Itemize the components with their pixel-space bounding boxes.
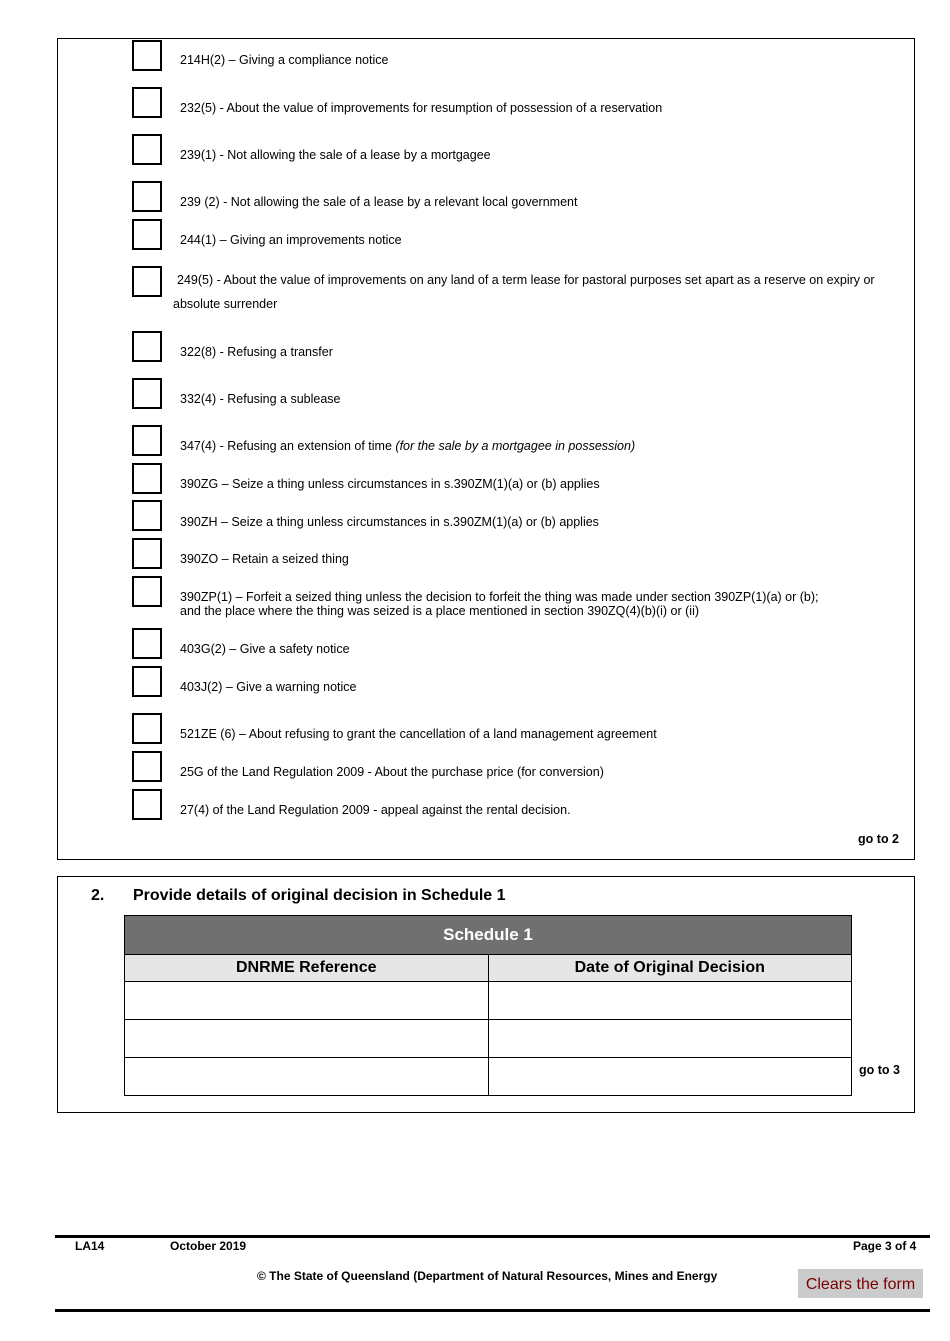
section-1-decision-list (57, 38, 915, 860)
dnrme-reference-input[interactable] (125, 1020, 489, 1058)
form-code: LA14 (75, 1239, 105, 1253)
form-date: October 2019 (170, 1239, 247, 1253)
item-label: 27(4) of the Land Regulation 2009 - appeal against the rental decision. (180, 803, 571, 817)
item-label: 322(8) - Refusing a transfer (180, 345, 333, 359)
checkbox-244-1[interactable] (132, 219, 162, 250)
date-original-decision-input[interactable] (488, 1020, 852, 1058)
column-header-date-original-decision: Date of Original Decision (488, 955, 852, 982)
footer-divider-bottom (55, 1309, 930, 1312)
checkbox-521ze-6[interactable] (132, 713, 162, 744)
checkbox-239-2[interactable] (132, 181, 162, 212)
footer-divider-top (55, 1235, 930, 1238)
item-label-italic: (for the sale by a mortgagee in possession) (395, 439, 636, 453)
checkbox-25g[interactable] (132, 751, 162, 782)
item-label: 521ZE (6) – About refusing to grant the cancellation of a land management agreement (180, 727, 657, 741)
table-row (125, 982, 852, 1020)
item-label: 244(1) – Giving an improvements notice (180, 233, 402, 247)
copyright-notice: © The State of Queensland (Department of Natural Resources, Mines and Energy (257, 1269, 718, 1283)
go-to-3: go to 3 (859, 1063, 900, 1077)
checkbox-390zh[interactable] (132, 500, 162, 531)
item-label-text: 347(4) - Refusing an extension of time (180, 439, 396, 453)
schedule-caption: Schedule 1 (125, 916, 852, 955)
table-row (125, 1058, 852, 1096)
dnrme-reference-input[interactable] (125, 1058, 489, 1096)
schedule-1-table (124, 915, 852, 1096)
checkbox-214h2[interactable] (132, 40, 162, 71)
item-label-continued: absolute surrender (173, 297, 278, 311)
checkbox-239-1[interactable] (132, 134, 162, 165)
item-label: 239 (2) - Not allowing the sale of a lease by a relevant local government (180, 195, 578, 209)
date-original-decision-input[interactable] (488, 1058, 852, 1096)
checkbox-390zo[interactable] (132, 538, 162, 569)
checkbox-332-4[interactable] (132, 378, 162, 409)
checkbox-322-8[interactable] (132, 331, 162, 362)
checkbox-232-5[interactable] (132, 87, 162, 118)
date-original-decision-input[interactable] (488, 982, 852, 1020)
checkbox-403j-2[interactable] (132, 666, 162, 697)
item-label: 249(5) - About the value of improvements on any land of a term lease for pastoral purposes set apart as a reserve on expiry or (177, 273, 875, 287)
item-label: 403G(2) – Give a safety notice (180, 642, 350, 656)
checkbox-27-4[interactable] (132, 789, 162, 820)
go-to-2: go to 2 (858, 832, 899, 846)
checkbox-347-4[interactable] (132, 425, 162, 456)
checkbox-249-5[interactable] (132, 266, 162, 297)
item-label: 390ZP(1) – Forfeit a seized thing unless the decision to forfeit the thing was made under section 390ZP(1)(a) or (b); (180, 590, 819, 604)
clear-form-button[interactable]: Clears the form (798, 1269, 923, 1298)
item-label: 390ZH – Seize a thing unless circumstances in s.390ZM(1)(a) or (b) applies (180, 515, 599, 529)
item-label: 25G of the Land Regulation 2009 - About the purchase price (for conversion) (180, 765, 604, 779)
item-label (180, 439, 895, 454)
item-label: 390ZG – Seize a thing unless circumstances in s.390ZM(1)(a) or (b) applies (180, 477, 600, 491)
checkbox-390zp-1[interactable] (132, 576, 162, 607)
checkbox-390zg[interactable] (132, 463, 162, 494)
page-number: Page 3 of 4 (853, 1239, 917, 1253)
section-2-original-decision (57, 876, 915, 1113)
item-label: 403J(2) – Give a warning notice (180, 680, 357, 694)
item-label-continued: and the place where the thing was seized is a place mentioned in section 390ZQ(4)(b)(i) or (ii) (180, 604, 700, 618)
item-label: 390ZO – Retain a seized thing (180, 552, 349, 566)
item-label: 232(5) - About the value of improvements for resumption of possession of a reservation (180, 101, 663, 115)
checkbox-403g-2[interactable] (132, 628, 162, 659)
item-label: 239(1) - Not allowing the sale of a lease by a mortgagee (180, 148, 491, 162)
item-label: 214H(2) – Giving a compliance notice (180, 53, 389, 67)
section-title: Provide details of original decision in Schedule 1 (133, 887, 506, 904)
item-label: 332(4) - Refusing a sublease (180, 392, 341, 406)
table-row (125, 1020, 852, 1058)
section-number: 2. (91, 887, 105, 904)
column-header-dnrme-reference: DNRME Reference (125, 955, 489, 982)
dnrme-reference-input[interactable] (125, 982, 489, 1020)
